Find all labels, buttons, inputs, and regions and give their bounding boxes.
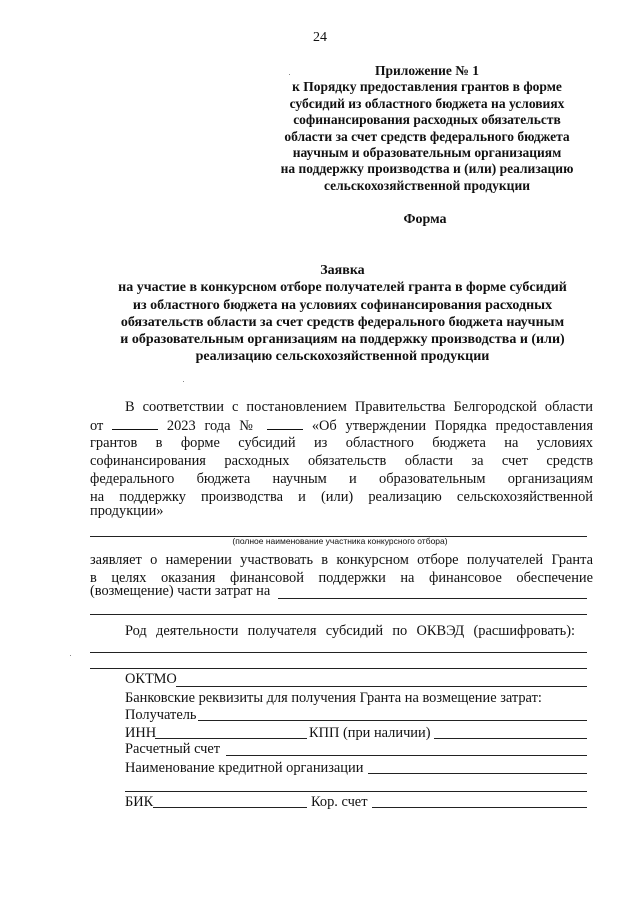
form-label: Форма <box>403 212 447 227</box>
appendix-line: на поддержку производства и (или) реализацию <box>280 161 574 177</box>
appendix-line: софинансирования расходных обязательств <box>293 112 561 128</box>
title-line: реализацию сельскохозяйственной продукции <box>195 349 490 365</box>
intro-from: от <box>90 418 104 434</box>
title-line: Заявка <box>320 263 365 278</box>
title-line: и образовательным организациям на поддержку производства и (или) <box>120 332 565 348</box>
declaration-line: (возмещение) части затрат на <box>90 583 271 599</box>
intro-line: продукции» <box>90 503 164 519</box>
recipient-field[interactable] <box>198 720 587 721</box>
inn-label: ИНН <box>125 725 157 741</box>
bank-name-field[interactable] <box>368 773 587 774</box>
intro-line-date <box>90 416 593 435</box>
appendix-line: к Порядку предоставления грантов в форме <box>292 79 562 95</box>
account-field[interactable] <box>226 755 587 756</box>
expense-purpose-field[interactable] <box>278 598 587 599</box>
intro-line: грантов в форме субсидий из областного бюджета на условиях <box>90 435 593 451</box>
scan-speck <box>70 655 71 656</box>
title-line: из областного бюджета на условиях софинансирования расходных <box>132 297 553 313</box>
appendix-line: научным и образовательным организациям <box>292 145 562 161</box>
bik-label: БИК <box>125 794 154 810</box>
kpp-field[interactable] <box>434 738 587 739</box>
oktmo-label: ОКТМО <box>125 671 177 687</box>
recipient-label: Получатель <box>125 707 197 723</box>
bank-details-heading: Банковские реквизиты для получения Гранта на возмещение затрат: <box>125 690 542 706</box>
account-label: Расчетный счет <box>125 741 221 757</box>
expense-purpose-field-2[interactable] <box>90 614 587 615</box>
intro-line: федерального бюджета научным и образовательным организациям <box>90 471 593 487</box>
oktmo-field[interactable] <box>176 686 587 687</box>
okved-field-1[interactable] <box>90 652 587 653</box>
corr-account-field[interactable] <box>372 807 587 808</box>
declaration-line: заявляет о намерении участвовать в конкурсном отборе получателей Гранта <box>90 552 593 568</box>
resolution-number-blank-field[interactable] <box>267 416 303 430</box>
appendix-line: субсидий из областного бюджета на условиях <box>289 95 565 111</box>
scan-speck <box>289 74 290 75</box>
okved-field-2[interactable] <box>90 668 587 669</box>
intro-resolution-title: «Об утверждении Порядка предоставления <box>311 418 593 434</box>
title-line: на участие в конкурсном отборе получателей гранта в форме субсидий <box>118 280 567 296</box>
inn-field[interactable] <box>155 738 307 739</box>
appendix-line: области за счет средств федерального бюджета <box>284 128 570 144</box>
bank-name-label: Наименование кредитной организации <box>125 760 364 776</box>
intro-line: на поддержку производства и (или) реализацию сельскохозяйственной <box>90 489 593 505</box>
intro-year: 2023 года № <box>166 418 259 434</box>
date-blank-field[interactable] <box>112 416 158 430</box>
kpp-label: КПП (при наличии) <box>309 725 431 741</box>
corr-account-label: Кор. счет <box>311 794 368 810</box>
intro-line: В соответствии с постановлением Правительства Белгородской области <box>125 399 593 415</box>
scan-speck <box>183 381 184 382</box>
appendix-heading <box>262 63 592 194</box>
okved-label: Род деятельности получателя субсидий по ОКВЭД (расшифровать): <box>125 623 575 639</box>
declaration-line: в целях оказания финансовой поддержки на финансовое обеспечение <box>90 570 593 586</box>
page-number: 24 <box>313 30 327 45</box>
appendix-line: сельскохозяйственной продукции <box>323 177 531 193</box>
intro-line: софинансирования расходных обязательств области за счет средств <box>90 453 593 469</box>
bik-field[interactable] <box>153 807 307 808</box>
bank-name-field-2[interactable] <box>125 791 587 792</box>
participant-caption: (полное наименование участника конкурсного отбора) <box>232 536 448 546</box>
title-line: обязательств области за счет средств федерального бюджета научным <box>120 314 565 330</box>
application-title <box>100 262 585 366</box>
appendix-line: Приложение № 1 <box>375 63 479 78</box>
